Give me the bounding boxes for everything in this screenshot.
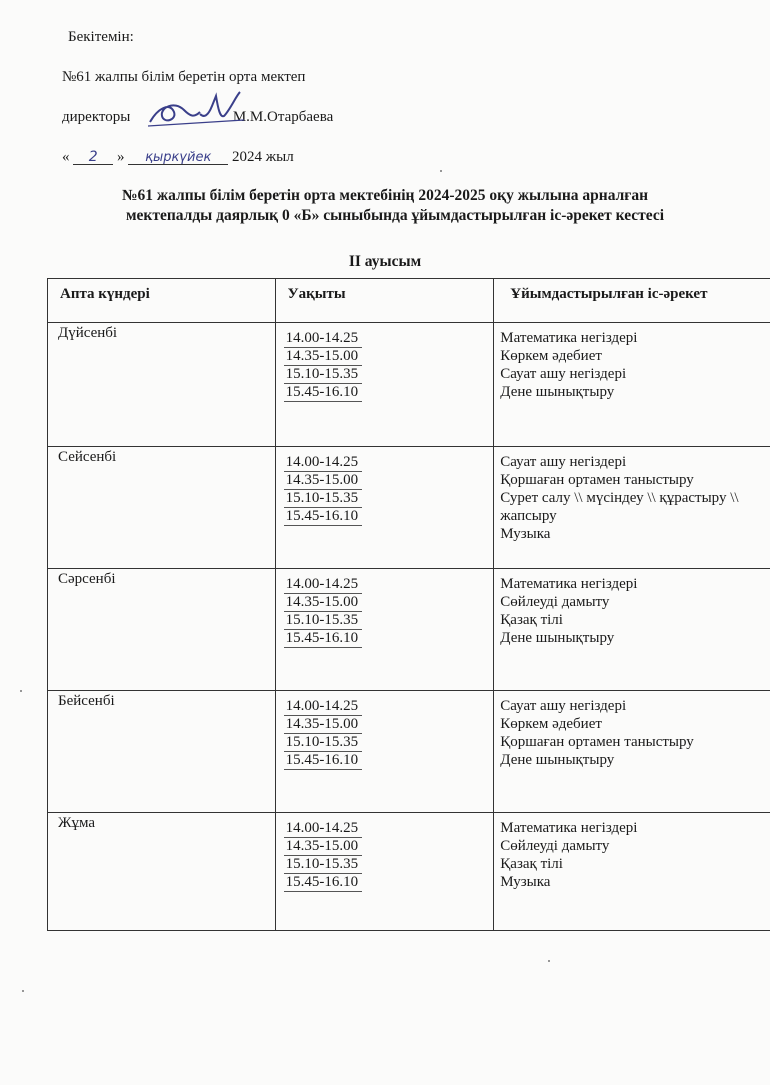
time-cell (275, 691, 494, 813)
activity-item: Сөйлеуді дамыту (500, 838, 610, 854)
date-day: 2 (73, 150, 113, 165)
time-cell (275, 569, 494, 691)
time-slot: 14.35-15.00 (284, 593, 363, 612)
activity-cell (494, 691, 770, 813)
activity-item: Қазақ тілі (500, 612, 563, 628)
table-row (48, 691, 770, 813)
activity-item: Дене шынықтыру (500, 384, 615, 400)
time-cell (275, 447, 494, 569)
time-slot: 15.10-15.35 (284, 611, 363, 630)
school-name: №61 жалпы білім беретін орта мектеп (62, 69, 306, 85)
time-slot: 14.00-14.25 (284, 819, 363, 838)
time-slot: 15.45-16.10 (284, 751, 363, 770)
activity-item: Көркем әдебиет (500, 716, 602, 732)
activity-cell (494, 569, 770, 691)
director-name: М.М.Отарбаева (232, 109, 334, 125)
activity-item: Сауат ашу негіздері (500, 454, 627, 470)
date-close: » (117, 149, 125, 165)
time-slot: 14.00-14.25 (284, 697, 363, 716)
table-row (48, 323, 770, 447)
activity-item: Сурет салу \\ мүсіндеу \\ құрастыру \\ жапсыру (500, 490, 739, 524)
date-year: 2024 жыл (232, 149, 294, 165)
time-slot: 15.10-15.35 (284, 365, 363, 384)
time-slot: 15.45-16.10 (284, 873, 363, 892)
signature-icon (144, 88, 254, 132)
time-slot: 14.00-14.25 (284, 329, 363, 348)
schedule-table (47, 278, 770, 931)
header-time: Уақыты (275, 279, 494, 323)
scan-speck (548, 960, 550, 962)
day-cell: Сейсенбі (48, 447, 276, 569)
header-days: Апта күндері (48, 279, 276, 323)
time-slot: 15.45-16.10 (284, 383, 363, 402)
time-slot: 15.10-15.35 (284, 489, 363, 508)
header-activity: Ұйымдастырылған іс-әрекет (494, 279, 770, 323)
activity-item: Математика негіздері (500, 820, 638, 836)
approve-label: Бекітемін: (68, 29, 134, 45)
time-slot: 14.35-15.00 (284, 347, 363, 366)
activity-item: Дене шынықтыру (500, 630, 615, 646)
time-slot: 14.00-14.25 (284, 453, 363, 472)
time-slot: 14.35-15.00 (284, 471, 363, 490)
activity-cell (494, 323, 770, 447)
activity-cell (494, 447, 770, 569)
time-slot: 15.45-16.10 (284, 629, 363, 648)
table-row (48, 569, 770, 691)
time-slot: 15.10-15.35 (284, 733, 363, 752)
activity-item: Сөйлеуді дамыту (500, 594, 610, 610)
activity-item: Музыка (500, 526, 551, 542)
time-slot: 15.10-15.35 (284, 855, 363, 874)
date-line (62, 150, 294, 165)
activity-cell (494, 813, 770, 931)
scan-speck (22, 990, 24, 992)
director-label: директоры (62, 109, 131, 125)
day-cell: Дүйсенбі (48, 323, 276, 447)
scan-speck (440, 170, 442, 172)
date-month: қыркүйек (128, 151, 228, 165)
table-row (48, 813, 770, 931)
time-slot: 14.35-15.00 (284, 715, 363, 734)
shift-label: ІІ ауысым (348, 253, 422, 270)
activity-item: Қоршаған ортамен таныстыру (500, 734, 694, 750)
day-cell: Сәрсенбі (48, 569, 276, 691)
time-slot: 14.00-14.25 (284, 575, 363, 594)
time-cell (275, 323, 494, 447)
activity-item: Көркем әдебиет (500, 348, 602, 364)
date-open: « (62, 149, 70, 165)
scan-speck (20, 690, 22, 692)
time-slot: 14.35-15.00 (284, 837, 363, 856)
activity-item: Сауат ашу негіздері (500, 366, 627, 382)
time-cell (275, 813, 494, 931)
time-slot: 15.45-16.10 (284, 507, 363, 526)
activity-item: Математика негіздері (500, 576, 638, 592)
day-cell: Жұма (48, 813, 276, 931)
document-title (0, 186, 770, 226)
activity-item: Қоршаған ортамен таныстыру (500, 472, 694, 488)
activity-item: Сауат ашу негіздері (500, 698, 627, 714)
activity-item: Қазақ тілі (500, 856, 563, 872)
activity-item: Дене шынықтыру (500, 752, 615, 768)
title-line-1: №61 жалпы білім беретін орта мектебінің 2024-2025 оқу жылына арналған (121, 187, 649, 204)
title-line-2: мектепалды даярлық 0 «Б» сыныбында ұйымдастырылған іс-әрекет кестесі (125, 207, 665, 224)
day-cell: Бейсенбі (48, 691, 276, 813)
table-header-row (48, 279, 770, 323)
activity-item: Музыка (500, 874, 551, 890)
table-row (48, 447, 770, 569)
activity-item: Математика негіздері (500, 330, 638, 346)
